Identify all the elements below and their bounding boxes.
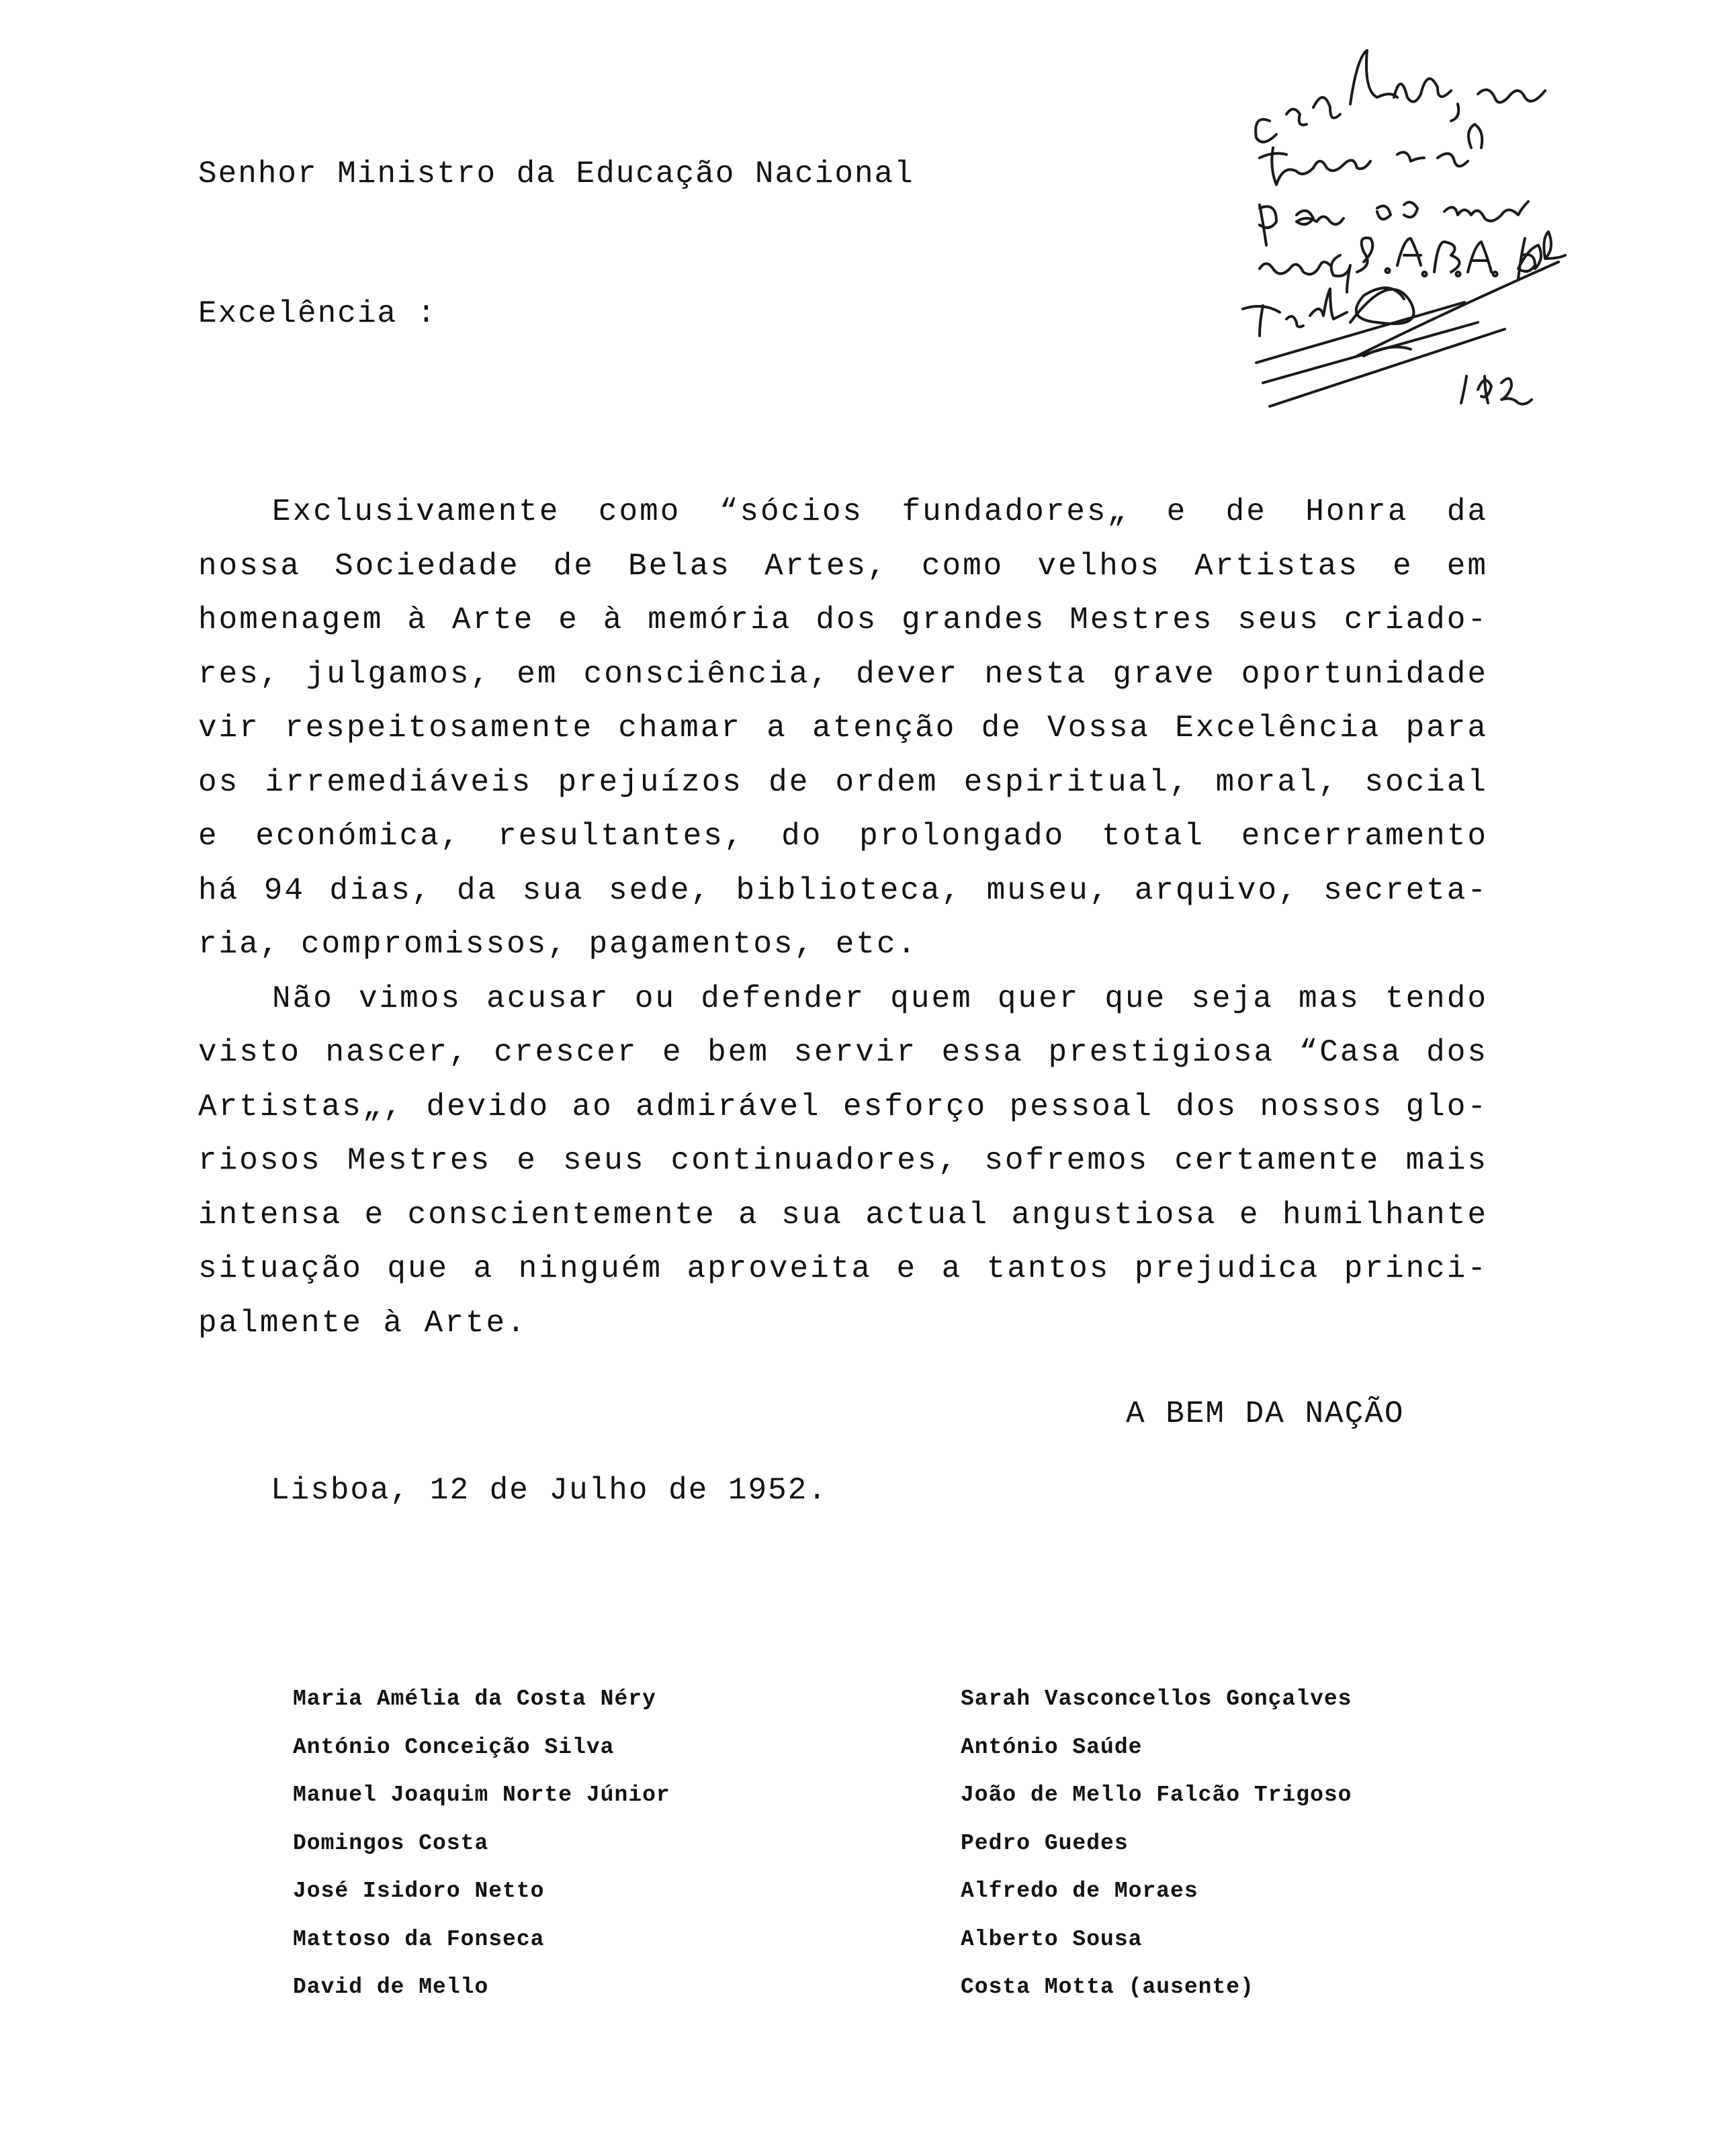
signatories-left-column (293, 1687, 670, 2024)
signatory-name: João de Mello Falcão Trigoso (961, 1783, 1352, 1807)
handwritten-annotation (1223, 40, 1599, 430)
body-line: visto nascer, crescer e bem servir essa prestigiosa “Casa dos (198, 1035, 1488, 1070)
body-line: intensa e conscientemente a sua actual angustiosa e humilhante (198, 1197, 1488, 1232)
signatory-name: Alberto Sousa (961, 1926, 1143, 1952)
body-line: res, julgamos, em consciência, dever nesta grave oportunidade (198, 656, 1488, 692)
body-line: vir respeitosamente chamar a atenção de Vossa Excelência para (198, 711, 1488, 746)
signatory-name: António Conceição Silva (293, 1734, 615, 1760)
place-and-date: Lisboa, 12 de Julho de 1952. (271, 1473, 828, 1508)
body-line: Exclusivamente como “sócios fundadores„ e de Honra da (272, 494, 1488, 529)
signatory-name: Manuel Joaquim Norte Júnior (293, 1783, 670, 1807)
signatory-name: Costa Motta (ausente) (961, 1975, 1254, 2000)
body-line: homenagem à Arte e à memória dos grandes Mestres seus criado- (198, 602, 1488, 637)
body-line: situação que a ninguém aproveita e a tantos prejudica princi- (198, 1251, 1488, 1286)
body-line: nossa Sociedade de Belas Artes, como velhos Artistas e em (198, 548, 1488, 584)
signatory-name: Sarah Vasconcellos Gonçalves (961, 1687, 1352, 1711)
salutation: Excelência : (198, 296, 437, 331)
body-line: Artistas„, devido ao admirável esforço pessoal dos nossos glo- (198, 1089, 1488, 1124)
addressee-line: Senhor Ministro da Educação Nacional (198, 156, 914, 191)
body-line: os irremediáveis prejuízos de ordem espiritual, moral, social (198, 764, 1488, 800)
body-line: ria, compromissos, pagamentos, etc. (198, 927, 918, 962)
body-line: Não vimos acusar ou defender quem quer que seja mas tendo (272, 981, 1488, 1016)
signatory-name: António Saúde (961, 1734, 1143, 1760)
signatories-right-column (961, 1687, 1352, 2024)
signatory-name: Pedro Guedes (961, 1830, 1129, 1856)
handwriting-scribble-icon (1223, 40, 1599, 430)
body-line: e económica, resultantes, do prolongado total encerramento (198, 819, 1488, 854)
body-line: riosos Mestres e seus continuadores, sofremos certamente mais (198, 1143, 1488, 1178)
signatory-name: José Isidoro Netto (293, 1879, 545, 1903)
body-line: palmente à Arte. (198, 1305, 527, 1341)
signatory-name: Mattoso da Fonseca (293, 1926, 545, 1952)
signatory-name: Alfredo de Moraes (961, 1879, 1198, 1903)
signatory-name: Domingos Costa (293, 1830, 489, 1856)
signatory-name: Maria Amélia da Costa Néry (293, 1687, 656, 1711)
body-line: há 94 dias, da sua sede, biblioteca, museu, arquivo, secreta- (198, 872, 1488, 908)
signatory-name: David de Mello (293, 1975, 489, 2000)
letter-body (198, 485, 1488, 1350)
closing-formula: A BEM DA NAÇÃO (1126, 1396, 1405, 1431)
